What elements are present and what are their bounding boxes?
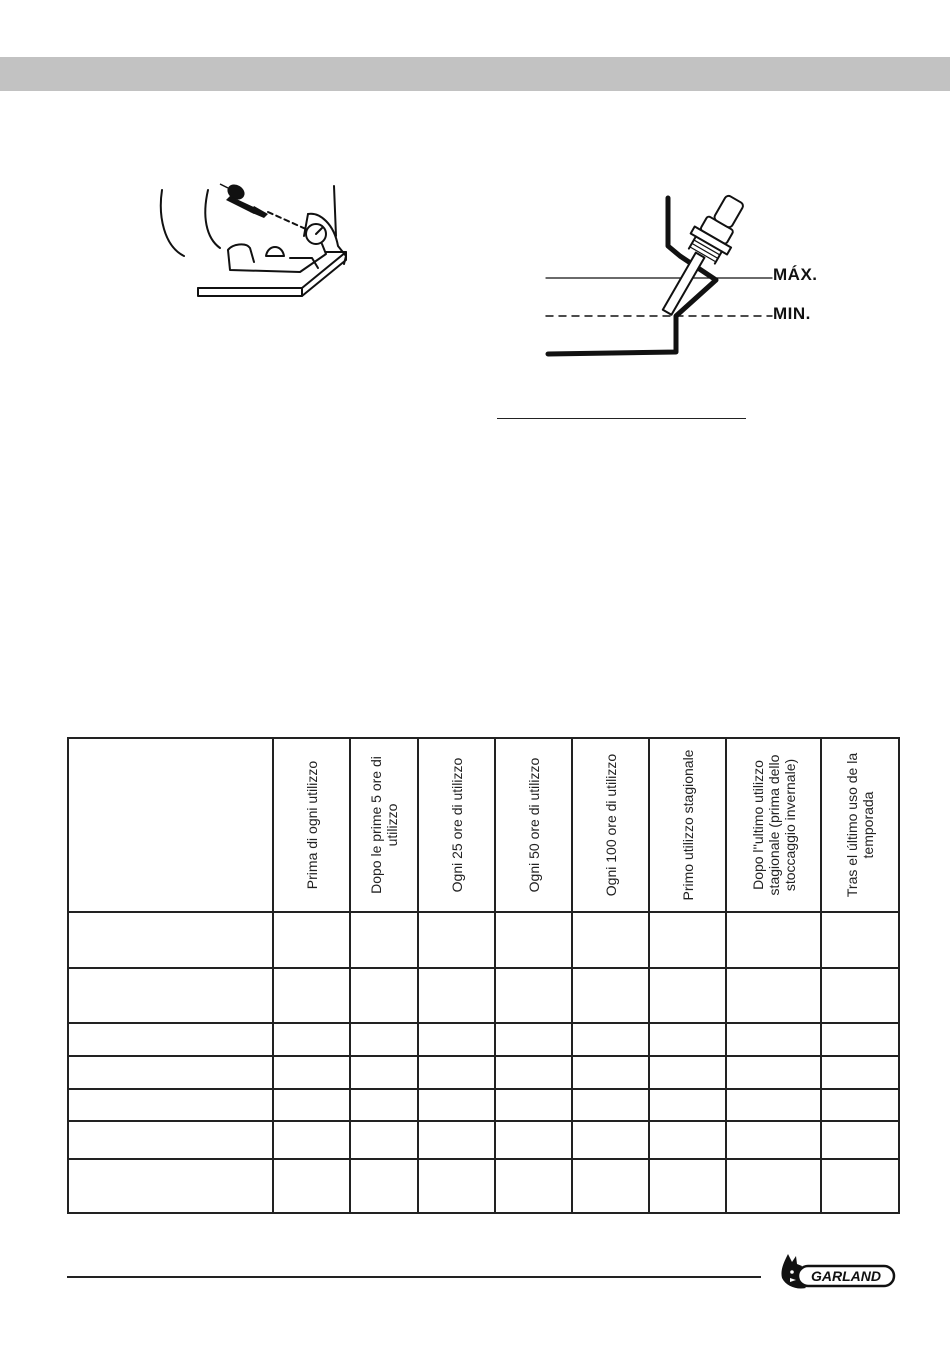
table-cell <box>350 1023 418 1056</box>
svg-text:GARLAND: GARLAND <box>811 1268 881 1284</box>
row-label <box>68 912 273 968</box>
table-cell <box>821 1089 899 1121</box>
table-cell <box>273 1023 350 1056</box>
table-cell <box>649 1121 726 1159</box>
table-cell <box>821 1121 899 1159</box>
header-cell <box>726 738 821 912</box>
table-header-row <box>68 738 899 912</box>
table-cell <box>649 968 726 1023</box>
table-cell <box>273 1121 350 1159</box>
table-row <box>68 1023 899 1056</box>
table-cell <box>350 1121 418 1159</box>
table-row <box>68 968 899 1023</box>
table-cell <box>572 1056 649 1089</box>
header-cell <box>418 738 495 912</box>
oil-plug-illustration <box>150 176 360 310</box>
table-cell <box>572 1121 649 1159</box>
table-cell <box>418 1089 495 1121</box>
row-label <box>68 1121 273 1159</box>
table-cell <box>726 1159 821 1213</box>
table-cell <box>495 1056 572 1089</box>
table-cell <box>273 912 350 968</box>
header-label: Primo utilizzo stagionale <box>679 749 696 901</box>
table-row <box>68 1056 899 1089</box>
table-cell <box>418 1159 495 1213</box>
header-label: Prima di ogni utilizzo <box>303 760 320 890</box>
table-cell <box>418 912 495 968</box>
table-cell <box>495 1089 572 1121</box>
table-cell <box>572 1023 649 1056</box>
table-cell <box>572 1159 649 1213</box>
table-cell <box>350 968 418 1023</box>
table-cell <box>821 1159 899 1213</box>
header-label: Dopo le prime 5 ore di utilizzo <box>368 756 400 894</box>
table-cell <box>649 1089 726 1121</box>
min-level-label: MIN. <box>773 304 811 323</box>
footer-rule <box>67 1276 761 1278</box>
table-cell <box>273 1159 350 1213</box>
table-cell <box>495 1159 572 1213</box>
header-label: Dopo l''ultimo utilizzo stagionale (prima dello stoccaggio invernale) <box>749 754 798 896</box>
table-cell <box>821 968 899 1023</box>
table-cell <box>418 1056 495 1089</box>
row-label <box>68 1023 273 1056</box>
table-row <box>68 1121 899 1159</box>
table-cell <box>649 1159 726 1213</box>
header-label: Ogni 25 ore di utilizzo <box>448 757 465 893</box>
table-cell <box>726 1089 821 1121</box>
table-cell <box>418 1121 495 1159</box>
header-label: Ogni 100 ore di utilizzo <box>602 753 619 897</box>
table-row <box>68 1089 899 1121</box>
table-cell <box>350 1159 418 1213</box>
table-cell <box>495 1023 572 1056</box>
row-label <box>68 968 273 1023</box>
oil-level-diagram <box>540 190 780 370</box>
table-cell <box>273 1089 350 1121</box>
header-label: Ogni 50 ore di utilizzo <box>525 757 542 893</box>
table-cell <box>273 968 350 1023</box>
row-label <box>68 1056 273 1089</box>
table-row <box>68 1159 899 1213</box>
header-cell <box>821 738 899 912</box>
header-cell <box>649 738 726 912</box>
table-cell <box>495 968 572 1023</box>
table-cell <box>726 1023 821 1056</box>
maintenance-schedule-table <box>67 737 900 1214</box>
header-cell <box>350 738 418 912</box>
table-cell <box>821 1023 899 1056</box>
table-cell <box>495 1121 572 1159</box>
header-label: Tras el último uso de la temporada <box>844 752 876 898</box>
table-cell <box>418 968 495 1023</box>
max-level-label: MÁX. <box>773 265 818 284</box>
table-cell <box>726 1121 821 1159</box>
table-cell <box>495 912 572 968</box>
row-label <box>68 1159 273 1213</box>
caption-rule <box>497 418 746 419</box>
header-cell <box>495 738 572 912</box>
table-cell <box>572 968 649 1023</box>
table-cell <box>821 1056 899 1089</box>
table-cell <box>726 912 821 968</box>
table-cell <box>649 912 726 968</box>
table-cell <box>572 1089 649 1121</box>
table-cell <box>821 912 899 968</box>
table-cell <box>572 912 649 968</box>
table-cell <box>726 968 821 1023</box>
garland-logo <box>778 1252 898 1296</box>
table-cell <box>418 1023 495 1056</box>
table-cell <box>649 1023 726 1056</box>
table-cell <box>726 1056 821 1089</box>
header-band <box>0 57 950 91</box>
table-cell <box>273 1056 350 1089</box>
header-cell <box>572 738 649 912</box>
table-row <box>68 912 899 968</box>
header-cell <box>273 738 350 912</box>
row-label <box>68 1089 273 1121</box>
table-cell <box>649 1056 726 1089</box>
table-cell <box>350 912 418 968</box>
header-cell-task <box>68 738 273 912</box>
table-cell <box>350 1089 418 1121</box>
table-cell <box>350 1056 418 1089</box>
